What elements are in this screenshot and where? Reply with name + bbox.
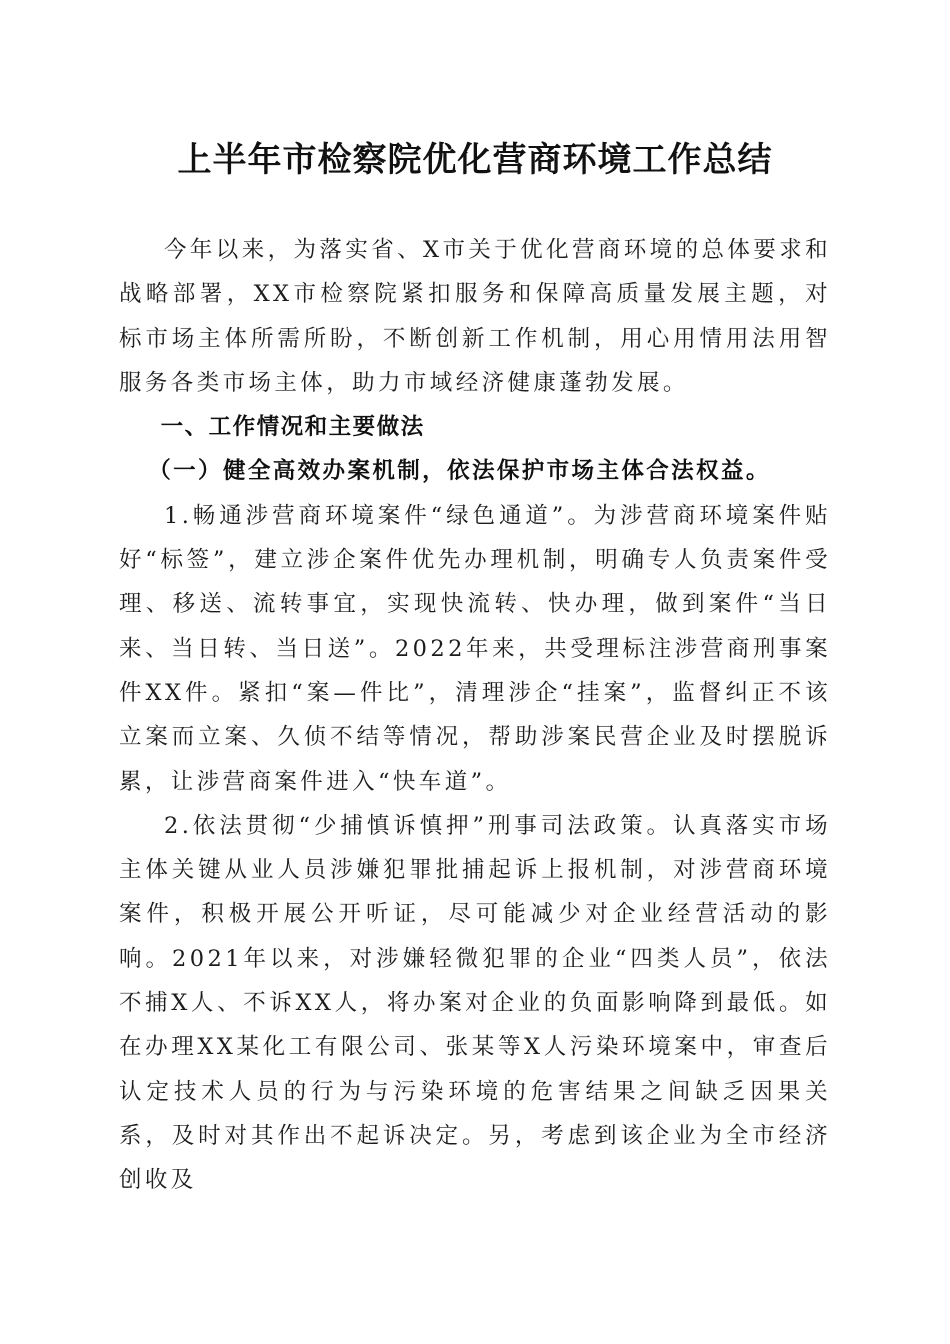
document-body <box>119 228 831 1203</box>
document-title: 上半年市检察院优化营商环境工作总结 <box>177 140 773 180</box>
section-heading: 一、工作情况和主要做法 <box>160 414 425 441</box>
item-paragraph-1: 1.畅通涉营商环境案件“绿色通道”。为涉营商环境案件贴好“标签”，建立涉企案件优先办理机制，明确专人负责案件受理、移送、流转事宜，实现快流转、快办理，做到案件“当日来、当日转、当日送”。2022年来，共受理标注涉营商刑事案件XX件。紧扣“案—件比”，清理涉企“挂案”，监督纠正不该立案而立案、久侦不结等情况，帮助涉案民营企业及时摆脱诉累，让涉营商案件进入“快车道”。 <box>119 502 831 795</box>
subsection-heading: （一）健全高效办案机制，依法保护市场主体合法权益。 <box>148 458 771 485</box>
item-paragraph-2: 2.依法贯彻“少捕慎诉慎押”刑事司法政策。认真落实市场主体关键从业人员涉嫌犯罪批捕起诉上报机制，对涉营商环境案件，积极开展公开听证，尽可能减少对企业经营活动的影响。2021年以来，对涉嫌轻微犯罪的企业“四类人员”，依法不捕X人、不诉XX人，将办案对企业的负面影响降到最低。如在办理XX某化工有限公司、张某等X人污染环境案中，审查后认定技术人员的行为与污染环境的危害结果之间缺乏因果关系，及时对其作出不起诉决定。另，考虑到该企业为全市经济创收及 <box>119 812 831 1194</box>
intro-paragraph: 今年以来，为落实省、X市关于优化营商环境的总体要求和战略部署，XX市检察院紧扣服务和保障高质量发展主题，对标市场主体所需所盼，不断创新工作机制，用心用情用法用智服务各类市场主体，助力市域经济健康蓬勃发展。 <box>119 237 831 396</box>
